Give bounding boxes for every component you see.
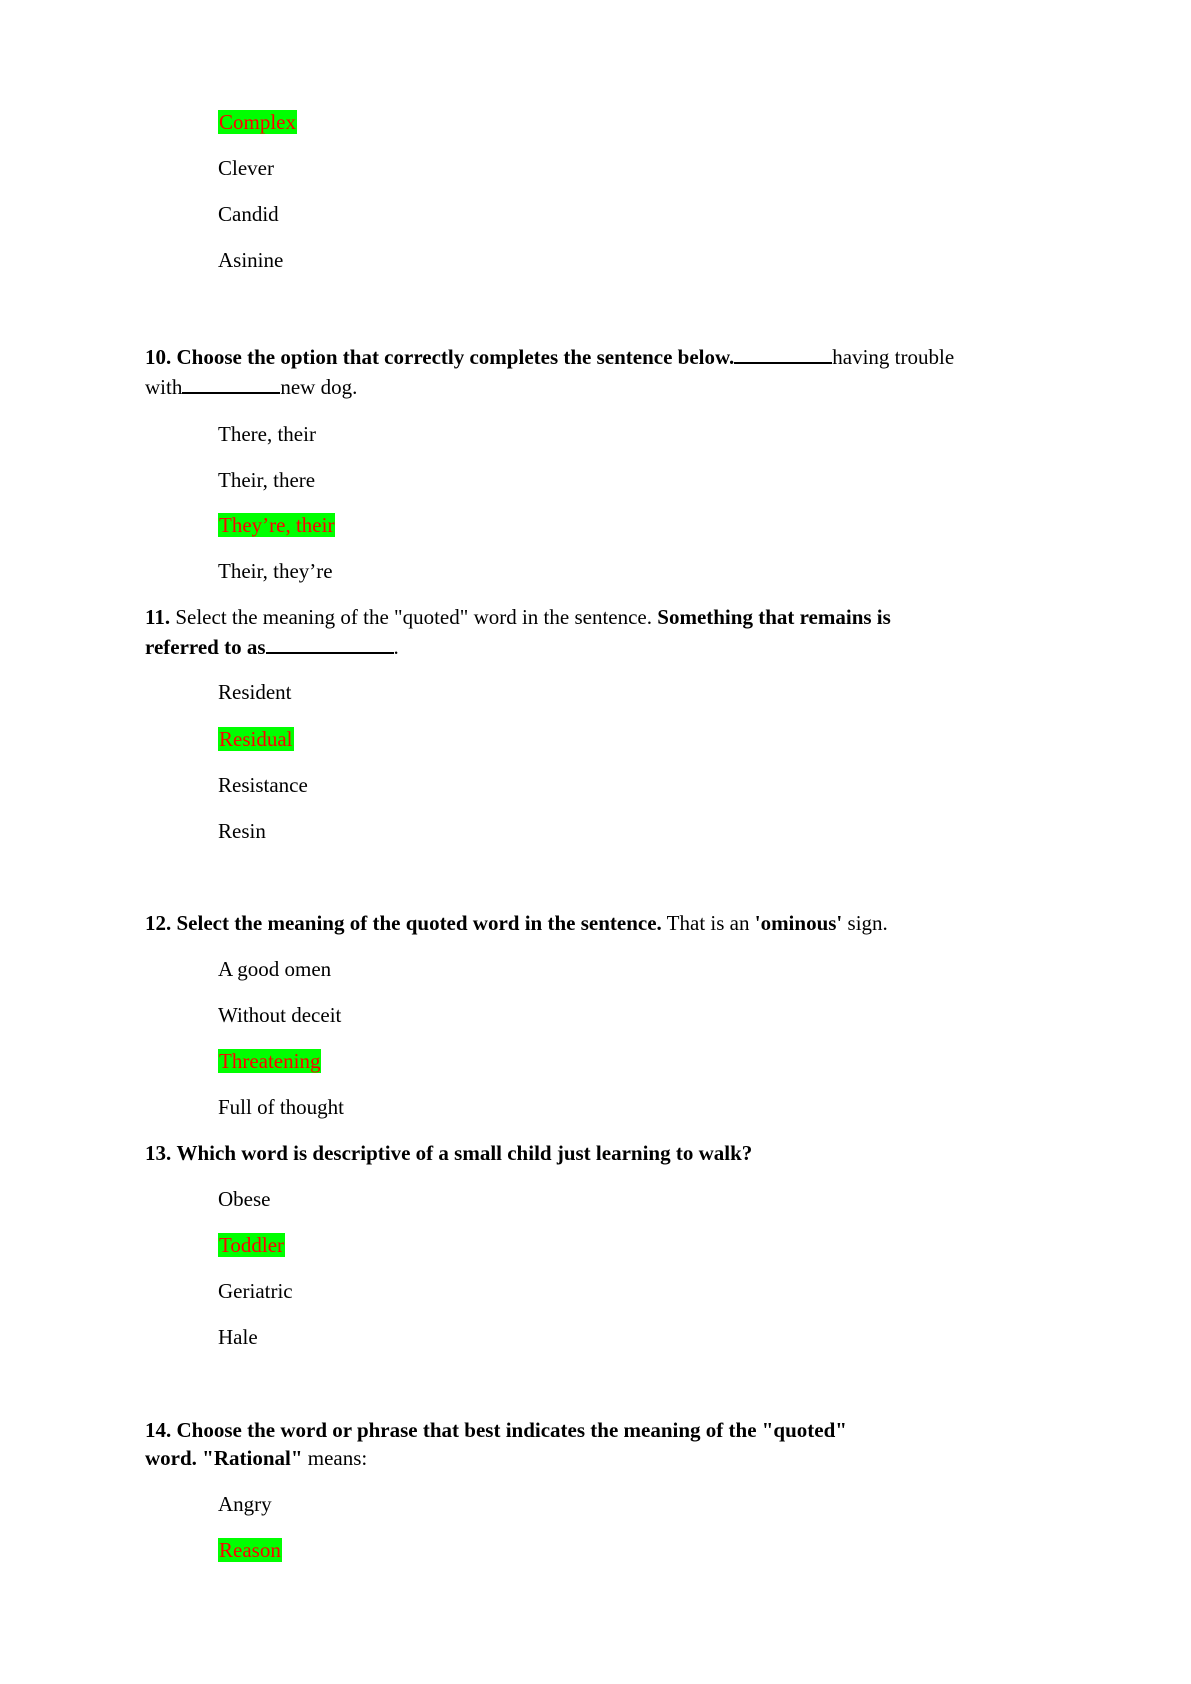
correct-answer-highlight: Reason	[219, 1538, 281, 1562]
q9-option-3[interactable]: Candid	[218, 202, 279, 226]
correct-answer-highlight: Threatening	[219, 1049, 321, 1073]
q11-line2-end: .	[393, 635, 399, 659]
q12-option-4[interactable]: Full of thought	[218, 1095, 345, 1119]
q11-bold-sentence: Something that remains is	[657, 605, 891, 629]
q9-option-2[interactable]: Clever	[218, 156, 274, 180]
q11-prompt-line-2	[145, 634, 399, 660]
q12-text-after: sign.	[847, 911, 888, 935]
correct-answer-highlight: Complex	[219, 110, 296, 134]
q13-option-4[interactable]: Hale	[218, 1325, 258, 1349]
blank-line	[734, 361, 832, 364]
correct-answer-highlight: Residual	[219, 727, 293, 751]
q14-number: 14.	[145, 1418, 172, 1442]
q11-prompt-line-1	[145, 604, 891, 630]
q12-text-before: That is an	[666, 911, 750, 935]
q10-after-blank-2: new dog.	[280, 375, 358, 399]
correct-answer-highlight: Toddler	[219, 1233, 285, 1257]
q12-number: 12.	[145, 911, 172, 935]
q11-line2: referred to as	[145, 635, 266, 659]
blank-line	[266, 651, 394, 654]
q10-prompt-line-1	[145, 344, 954, 370]
q10-prompt: Choose the option that correctly completes the sentence below.	[176, 345, 735, 369]
q10-option-1[interactable]: There, their	[218, 422, 316, 446]
q14-prompt-line-2	[145, 1445, 367, 1471]
q11-option-2[interactable]	[218, 726, 294, 752]
q12-prompt-text: Select the meaning of the quoted word in the sentence.	[176, 911, 662, 935]
q12-option-1[interactable]: A good omen	[218, 957, 332, 981]
q11-option-4[interactable]: Resin	[218, 819, 266, 843]
q12-quoted-word: 'ominous'	[754, 911, 843, 935]
q12-option-3[interactable]	[218, 1048, 321, 1074]
q11-option-1[interactable]: Resident	[218, 680, 292, 704]
q11-option-3[interactable]: Resistance	[218, 773, 308, 797]
q10-option-4[interactable]: Their, they’re	[218, 559, 333, 583]
q12-option-2[interactable]: Without deceit	[218, 1003, 342, 1027]
q14-prompt-line1: Choose the word or phrase that best indicates the meaning of the "quoted"	[176, 1418, 847, 1442]
q10-line2-start: with	[145, 375, 183, 399]
correct-answer-highlight: They’re, their	[219, 513, 335, 537]
q13-number: 13.	[145, 1141, 172, 1165]
q11-number: 11.	[145, 605, 171, 629]
q10-prompt-line-2	[145, 374, 357, 400]
q10-after-blank-1: having trouble	[832, 345, 955, 369]
q10-option-3[interactable]	[218, 512, 335, 538]
q13-option-2[interactable]	[218, 1232, 285, 1258]
q14-prompt-line2-bold: word. "Rational"	[145, 1446, 303, 1470]
q14-prompt-line2-rest: means:	[307, 1446, 368, 1470]
q13-prompt-text: Which word is descriptive of a small child just learning to walk?	[176, 1141, 753, 1165]
q9-option-1[interactable]	[218, 109, 297, 135]
q10-option-2[interactable]: Their, there	[218, 468, 316, 492]
q14-option-1[interactable]: Angry	[218, 1492, 272, 1516]
q9-option-4[interactable]: Asinine	[218, 248, 284, 272]
q13-option-1[interactable]: Obese	[218, 1187, 271, 1211]
q13-option-3[interactable]: Geriatric	[218, 1279, 293, 1303]
q12-prompt	[145, 910, 888, 936]
q14-prompt-line-1	[145, 1417, 847, 1443]
q14-option-2[interactable]	[218, 1537, 282, 1563]
q13-prompt	[145, 1140, 752, 1166]
q10-number: 10.	[145, 345, 172, 369]
q11-prompt: Select the meaning of the "quoted" word in the sentence.	[175, 605, 653, 629]
blank-line	[182, 391, 280, 394]
